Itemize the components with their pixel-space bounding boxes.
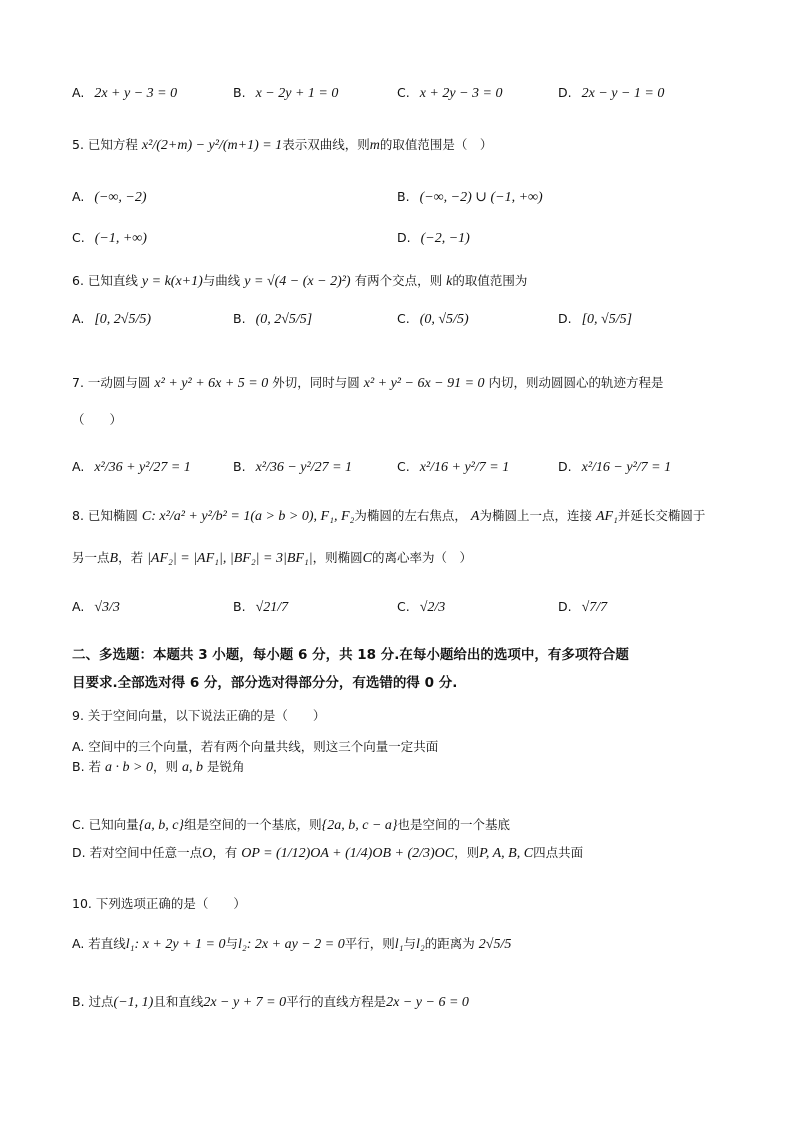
q4-option-d: D. 2x − y − 1 = 0 <box>558 85 665 101</box>
q5-option-c: C. (−1, +∞) <box>72 230 147 246</box>
q9-option-a: A. 空间中的三个向量，若有两个向量共线，则这三个向量一定共面 <box>72 739 439 754</box>
q9-option-d: D. 若对空间中任意一点O，有 OP = (1/12)OA + (1/4)OB + (2/3)OC，则P, A, B, C四点共面 <box>72 845 584 861</box>
q7-option-d: D. x²/16 − y²/7 = 1 <box>558 459 672 475</box>
q4-option-c: C. x + 2y − 3 = 0 <box>397 85 503 101</box>
q5-stem: 5. 已知方程 x²/(2+m) − y²/(m+1) = 1表示双曲线，则m的取值范围是（ ） <box>72 137 493 153</box>
section2-heading-line1: 二、多选题：本题共 3 小题，每小题 6 分，共 18 分.在每小题给出的选项中，有多项符合题 <box>72 647 629 663</box>
q5-option-d: D. (−2, −1) <box>397 230 470 246</box>
q8-option-b: B. √21/7 <box>233 599 289 615</box>
q10-option-b: B. 过点(−1, 1)且和直线2x − y + 7 = 0平行的直线方程是2x − y − 6 = 0 <box>72 994 469 1010</box>
q5-option-b: B. (−∞, −2) ∪ (−1, +∞) <box>397 189 543 205</box>
q7-option-a: A. x²/36 + y²/27 = 1 <box>72 459 191 475</box>
q7-paren: （ ） <box>72 412 123 427</box>
q8-option-a: A. √3/3 <box>72 599 120 615</box>
q7-option-c: C. x²/16 + y²/7 = 1 <box>397 459 510 475</box>
q6-option-d: D. [0, √5/5] <box>558 311 633 327</box>
q8-option-d: D. √7/7 <box>558 599 608 615</box>
q9-option-c: C. 已知向量{a, b, c}组是空间的一个基底，则{2a, b, c − a}也是空间的一个基底 <box>72 817 510 833</box>
q6-option-a: A. [0, 2√5/5) <box>72 311 151 327</box>
q9-stem: 9. 关于空间向量，以下说法正确的是（ ） <box>72 708 326 723</box>
q9-option-b: B. 若 a · b > 0，则 a, b 是锐角 <box>72 759 245 775</box>
section2-heading-line2: 目要求.全部选对得 6 分，部分选对得部分分，有选错的得 0 分. <box>72 675 458 691</box>
q4-option-b: B. x − 2y + 1 = 0 <box>233 85 339 101</box>
q7-option-b: B. x²/36 − y²/27 = 1 <box>233 459 353 475</box>
q8-stem-line2: 另一点B，若 |AF₂| = |AF₁|, |BF₂| = 3|BF₁|，则椭圆C的离心率为（ ） <box>72 550 473 566</box>
q10-stem: 10. 下列选项正确的是（ ） <box>72 896 246 911</box>
q6-stem: 6. 已知直线 y = k(x+1)与曲线 y = √(4 − (x − 2)²) 有两个交点，则 k的取值范围为 <box>72 273 528 289</box>
q6-option-b: B. (0, 2√5/5] <box>233 311 313 327</box>
q7-stem: 7. 一动圆与圆 x² + y² + 6x + 5 = 0 外切，同时与圆 x² + y² − 6x − 91 = 0 内切，则动圆圆心的轨迹方程是 <box>72 375 664 391</box>
q8-stem-line1: 8. 已知椭圆 C: x²/a² + y²/b² = 1(a > b > 0), F₁, F₂为椭圆的左右焦点， A为椭圆上一点，连接 AF₁并延长交椭圆于 <box>72 508 706 524</box>
q10-option-a: A. 若直线l₁: x + 2y + 1 = 0与l₂: 2x + ay − 2 = 0平行，则l₁与l₂的距离为 2√5/5 <box>72 936 512 952</box>
q5-option-a: A. (−∞, −2) <box>72 189 147 205</box>
q6-option-c: C. (0, √5/5) <box>397 311 469 327</box>
q4-option-a: A. 2x + y − 3 = 0 <box>72 85 178 101</box>
q8-option-c: C. √2/3 <box>397 599 446 615</box>
